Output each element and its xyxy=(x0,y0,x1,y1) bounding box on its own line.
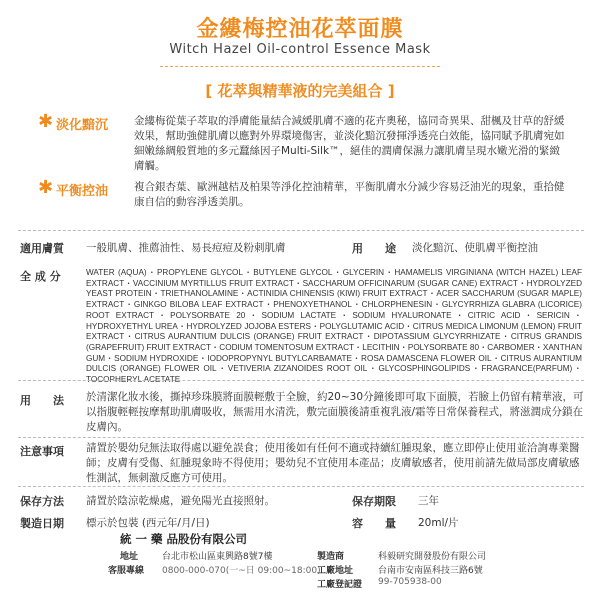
company-name: 統 一 藥 品股份有限公司 xyxy=(120,532,248,546)
feature-label: 淡化黯沉 xyxy=(56,118,109,133)
factory-reg-value: 99-705938-00 xyxy=(378,577,442,587)
divider xyxy=(18,380,584,381)
address-value: 台北市松山區東興路8號7樓 xyxy=(162,552,273,562)
mfg-date-label: 製造日期 xyxy=(20,517,64,530)
caution-label: 注意事項 xyxy=(20,445,64,458)
storage-value: 請置於陰涼乾燥處，避免陽光直接照射。 xyxy=(86,495,275,507)
page-title-cn: 金縷梅控油花萃面膜 xyxy=(196,17,404,42)
divider xyxy=(18,230,584,231)
ingredients-list: WATER (AQUA)・PROPYLENE GLYCOL・BUTYLENE GLYCOL・GLYCERIN・HAMAMELIS VIRGINIANA (WITCH HAZEL) LEAF EXTRACT・VACCINIUM MYRTILLUS FRUIT EXTRACT・SACCHARUM OFFICINARUM (SUGAR CANE) EXTRACT・HYDROLYZED YEAST PROTEIN・TRIETHANOLAMINE・ACTINIDIA CHINENSIS (KIWI) FRUIT EXTRACT・ACER SACCHARUM (SUGAR MAPLE) EXTRACT・GINKGO BILOBA LEAF EXTRACT・PHENOXYETHANOL・CHLORPHENESIN・GLYCYRRHIZA GLABRA (LICORICE) ROOT EXTRACT・POLYSORBATE 20・SODIUM LACTATE・SODIUM HYALURONATE・CITRIC ACID・SERICIN・HYDROXYETHYL UREA・HYDROLYZED JOJOBA ESTERS・POLYGLUTAMIC ACID・CITRUS MEDICA LIMONUM (LEMON) FRUIT EXTRACT・CITRUS AURANTIUM DULCIS (ORANGE) FRUIT EXTRACT・DIPOTASSIUM GLYCYRRHIZATE・CITRUS GRANDIS (GRAPEFRUIT) FRUIT EXTRACT・CODIUM TOMENTOSUM EXTRACT・LECITHIN・POLYSORBATE 80・CARBOMER・XANTHAN GUM・SODIUM HYDROXIDE・IODOPROPYNYL BUTYLCARBAMATE・ROSA DAMASCENA FLOWER OIL・CITRUS AURANTIUM DULCIS (ORANGE) FLOWER OIL・VETIVERIA ZIZANOIDES ROOT OIL・GLYCOSPHINGOLIPIDS・FRAGRANCE(PARFUM)・TOCOPHERYL ACETATE xyxy=(86,268,582,385)
shelf-life-value: 三年 xyxy=(418,495,439,507)
mfg-date-value: 標示於包裝 (西元年/月/日) xyxy=(86,517,210,529)
storage-label: 保存方法 xyxy=(20,495,64,508)
purpose-label: 用 途 xyxy=(352,242,396,255)
shelf-life-label: 保存期限 xyxy=(352,495,396,508)
feature-text: 複合銀杏葉、歐洲越桔及柏果等淨化控油精華，平衡肌膚水分減少容易泛油光的現象，重拾健康自信的動容淨透美肌。 xyxy=(134,181,565,208)
title-divider xyxy=(160,66,440,67)
volume-label: 容 量 xyxy=(352,517,396,530)
factory-address-value: 台南市安南區科技三路6號 xyxy=(378,566,483,576)
star-icon: ✱ xyxy=(38,177,54,198)
hotline-label: 客服專線 xyxy=(108,566,145,576)
feature-text: 金縷梅從葉子萃取的淨膚能量結合減緩肌膚不適的花卉奧秘，協同奇異果、甜楓及甘草的舒緩效果，幫助強健肌膚以應對外界環境傷害，並淡化黯沉發揮淨透亮白效能，協同賦予肌膚宛如細嫩絲綢般質地的多元蠶絲因子Multi-Silk™，絕佳的潤膚保濕力讓肌膚呈現水嫩光滑的緊緻膚觸。 xyxy=(134,115,565,172)
star-icon: ✱ xyxy=(38,111,54,132)
factory-address-label: 工廠地址 xyxy=(317,566,354,576)
page-title-en: Witch Hazel Oil-control Essence Mask xyxy=(169,42,431,57)
skin-type-value: 一般肌膚、推薦油性、易長痘痘及粉刺肌膚 xyxy=(86,242,286,254)
usage-label: 用 法 xyxy=(20,394,64,407)
volume-value: 20ml/片 xyxy=(418,517,459,529)
maker-label: 製造商 xyxy=(317,552,345,562)
divider xyxy=(18,437,584,438)
hotline-value: 0800-000-070(一~日 09:00~18:00) xyxy=(162,566,321,576)
feature-label: 平衡控油 xyxy=(56,184,109,199)
section-heading: [ 花萃與精華液的完美組合 ] xyxy=(205,82,395,100)
ingredients-label: 全 成 分 xyxy=(20,270,61,283)
purpose-value: 淡化黯沉、使肌膚平衡控油 xyxy=(412,242,538,254)
usage-text: 於清潔化妝水後，撕掉珍珠膜將面膜輕敷于全臉，約20~30分鐘後即可取下面膜，若臉上仍留有精華液，可以指腹輕輕按摩幫助肌膚吸收，無需用水清洗，敷完面膜後請重複乳液/霜等日常保養程式，將滋潤成分鎖在皮膚內。 xyxy=(86,391,584,433)
address-label: 地址 xyxy=(120,552,139,562)
factory-reg-label: 工廠登記證 xyxy=(317,580,363,590)
caution-text: 請置於嬰幼兒無法取得處以避免誤食；使用後如有任何不適或持續紅腫現象，應立即停止使用並洽詢專業醫師；皮膚有受傷、紅腫現象時不得使用；嬰幼兒不宜使用本產品；皮膚敏感者，使用前請先做局部皮膚敏感性測試，無刺激反應方可使用。 xyxy=(86,442,580,484)
skin-type-label: 適用膚質 xyxy=(20,242,64,255)
maker-value: 科毅研究開發股份有限公司 xyxy=(378,552,487,562)
divider xyxy=(18,486,584,487)
